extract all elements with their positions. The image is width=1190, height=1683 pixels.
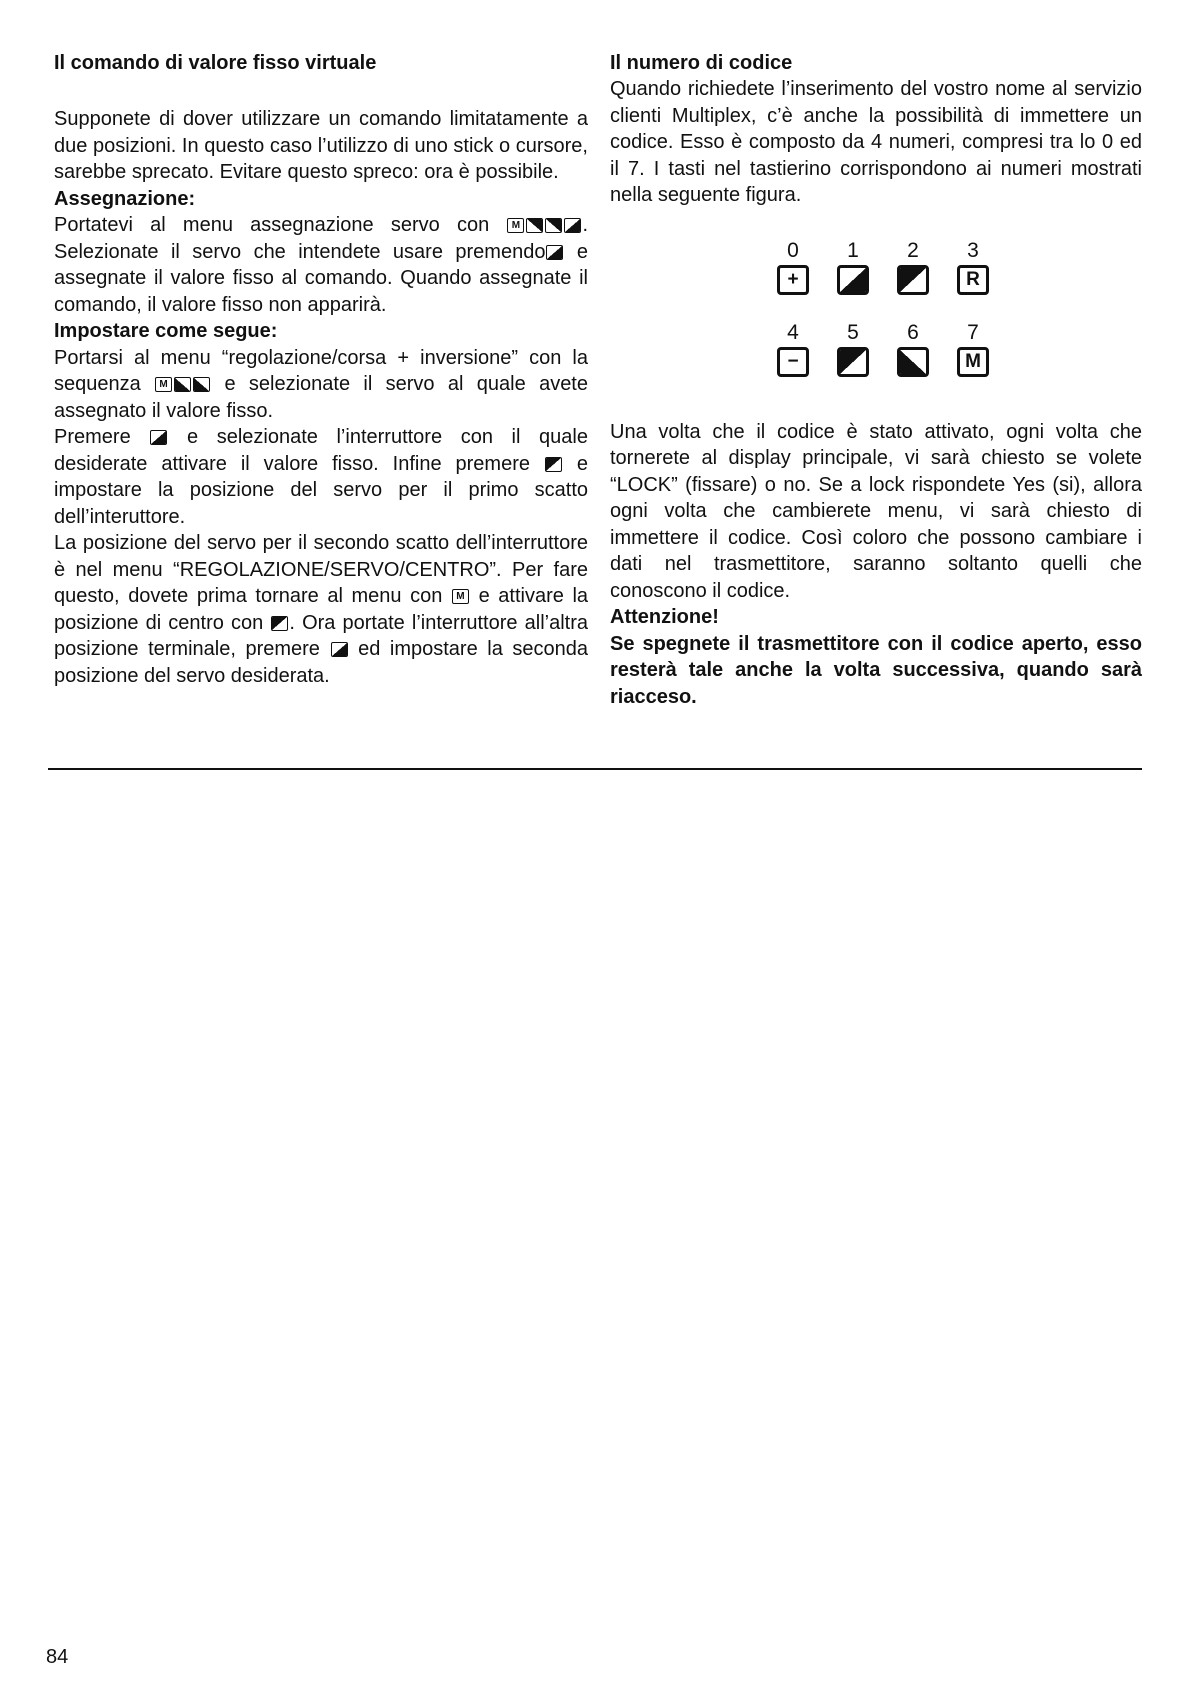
keypad-number: 4: [787, 320, 799, 344]
keypad-cell: [833, 239, 873, 301]
enter-up-right-key-icon: [545, 218, 562, 233]
m-key-icon: M: [452, 589, 469, 604]
lock-paragraph: Una volta che il codice è stato attivato, ogni volta che tornerete al display principale, vi sarà chiesto se volete “LOCK” (fissare) o no. Se a lock rispondete Yes (si), allora ogni volta che cambierete menu, vi sarà chiesto di immettere il codice. Così coloro che possono cambiare i dati nel trasmettitore, saranno soltanto quelli che conoscono il codice.: [610, 420, 1142, 602]
right-column: [610, 50, 1142, 710]
assegnazione-paragraph: Portatevi al menu assegnazione servo con M . Selezionate il servo che intendete usare premendo e assegnate il valore fisso al comando. Quando assegnate il comando, il valore fisso non apparirà.: [54, 214, 589, 316]
keypad-number: 3: [967, 238, 979, 262]
section-title-code: Il numero di codice: [610, 52, 793, 74]
horizontal-rule: [48, 768, 1142, 770]
keypad-cell: [893, 321, 933, 383]
keypad-number: 0: [787, 238, 799, 262]
left-column: [54, 50, 588, 689]
enter-down-left-key-icon: [150, 430, 167, 445]
enter-up-left-key-icon: [271, 616, 288, 631]
plus-key-icon: +: [777, 265, 809, 295]
enter-down-right-key-icon: [193, 377, 210, 392]
enter-down-left-key-icon: [331, 642, 348, 657]
enter-up-left-key-icon: [837, 347, 869, 377]
enter-down-right-key-icon: [897, 265, 929, 295]
page-number: 84: [46, 1646, 69, 1668]
attenzione-heading: Attenzione!: [610, 606, 719, 628]
section-title-fixed-value: Il comando di valore fisso virtuale: [54, 52, 377, 74]
m-key-icon: M: [957, 347, 989, 377]
minus-key-icon: −: [777, 347, 809, 377]
keypad-cell: [773, 321, 813, 383]
enter-up-right-key-icon: [897, 347, 929, 377]
posizione-paragraph: La posizione del servo per il secondo scatto dell’interruttore è nel menu “REGOLAZIONE/SERVO/CENTRO”. Per fare questo, dovete prima tornare al menu con M e attivare la posizione di centro con . Ora portate l’interruttore all’altra posizione terminale, premere ed impostare la seconda posizione del servo desiderata.: [54, 532, 589, 687]
impostare-heading: Impostare come segue:: [54, 320, 278, 342]
impostare-paragraph: Portarsi al menu “regolazione/corsa + inversione” con la sequenza M e selezionate il servo al quale avete assegnato il valore fisso.: [54, 346, 588, 422]
keypad-cell: [833, 321, 873, 383]
keypad-cell: [893, 239, 933, 301]
m-key-icon: M: [507, 218, 524, 233]
keypad-cell: [773, 239, 813, 301]
r-key-icon: R: [957, 265, 989, 295]
keypad-number: 1: [847, 238, 859, 262]
keypad-number: 2: [907, 238, 919, 262]
enter-down-left-key-icon: [837, 265, 869, 295]
keypad-number: 5: [847, 320, 859, 344]
enter-up-right-key-icon: [526, 218, 543, 233]
enter-down-left-key-icon: [546, 245, 563, 260]
assegnazione-heading: Assegnazione:: [54, 187, 196, 210]
keypad-cell: [953, 239, 993, 301]
keypad-number: 7: [967, 320, 979, 344]
m-key-icon: M: [155, 377, 172, 392]
enter-down-left-key-icon: [564, 218, 581, 233]
enter-down-right-key-icon: [174, 377, 191, 392]
keypad-figure: [610, 227, 1142, 419]
premere-paragraph: Premere e selezionate l’interruttore con il quale desiderate attivare il valore fisso. Infine premere e impostare la posizione del servo per il primo scatto dell’interuttore.: [54, 426, 588, 528]
code-intro-paragraph: Quando richiedete l’inserimento del vostro nome al servizio clienti Multiplex, c’è anche la possibilità di immettere un codice. Esso è composto da 4 numeri, compresi tra lo 0 ed il 7. I tasti nel tastierino corrispondono ai numeri mostrati nella seguente figura.: [610, 78, 1142, 206]
enter-up-left-key-icon: [545, 457, 562, 472]
attenzione-paragraph: Se spegnete il trasmettitore con il codice aperto, esso resterà tale anche la volta successiva, quando sarà riacceso.: [610, 632, 1142, 708]
keypad-cell: [953, 321, 993, 383]
keypad-number: 6: [907, 320, 919, 344]
intro-paragraph: Supponete di dover utilizzare un comando limitatamente a due posizioni. In questo caso l’utilizzo di uno stick o cursore, sarebbe sprecato. Evitare questo spreco: ora è possibile.: [54, 108, 588, 183]
